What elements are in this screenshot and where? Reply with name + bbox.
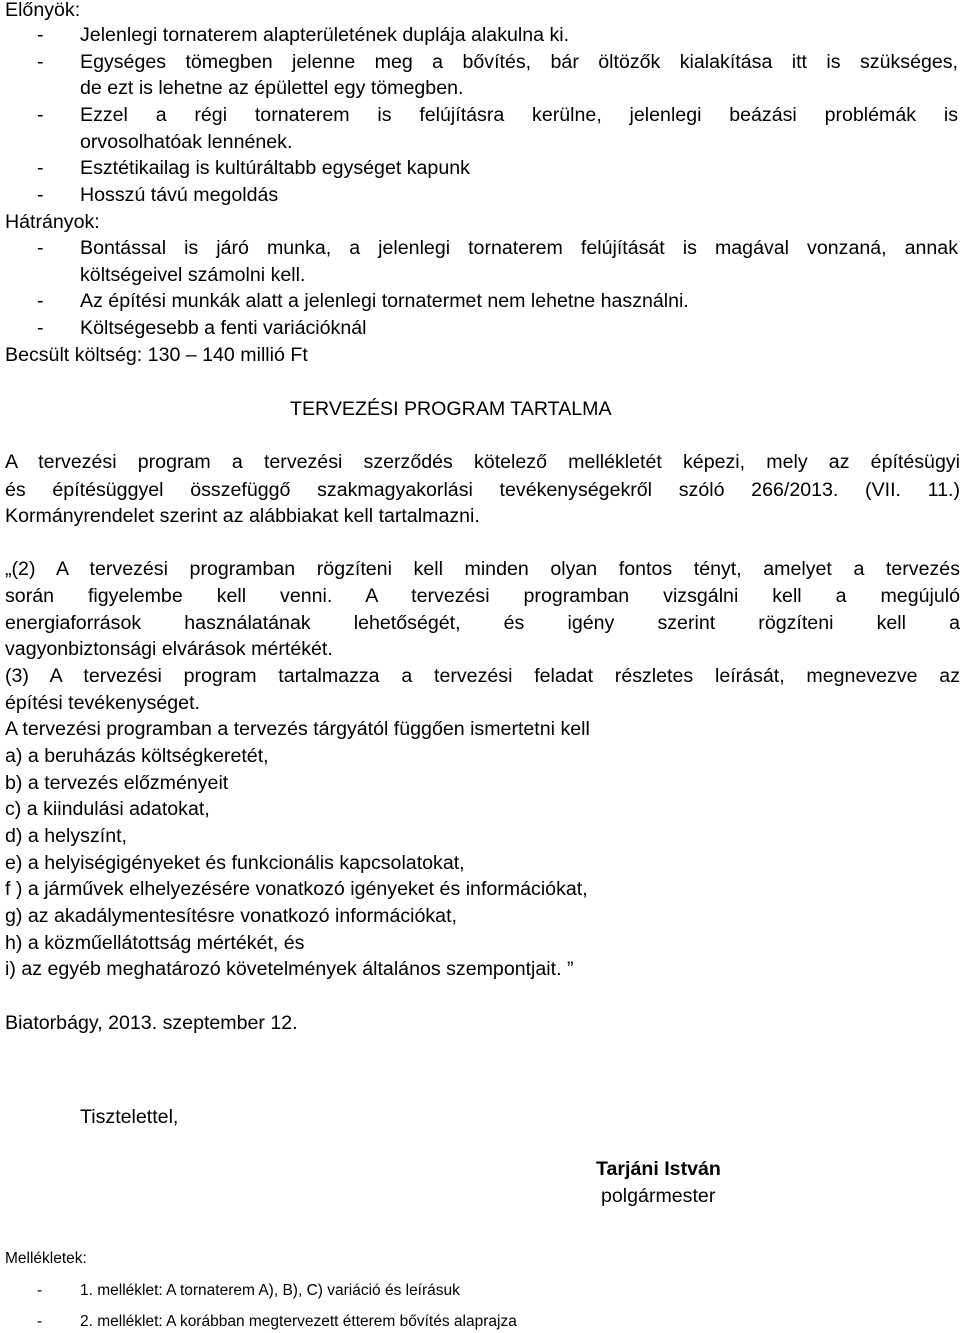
disadvantage-item-3: Költségesebb a fenti variációknál (80, 317, 367, 339)
quote-list-item-h: h) a közműellátottság mértékét, és (5, 932, 305, 954)
list-dash: - (37, 51, 44, 73)
quote-line-7: A tervezési programban a tervezés tárgyától függően ismertetni kell (5, 718, 590, 740)
greeting: Tisztelettel, (80, 1106, 179, 1128)
signatory-name: Tarjáni István (596, 1158, 721, 1180)
quote-list-item-a: a) a beruházás költségkeretét, (5, 745, 269, 767)
list-dash: - (37, 290, 44, 312)
advantage-item-3-cont: orvosolhatóak lennének. (80, 131, 293, 153)
quote-line-4: vagyonbiztonsági elvárások mértékét. (5, 638, 333, 660)
advantage-item-5: Hosszú távú megoldás (80, 184, 279, 206)
list-dash: - (37, 1313, 43, 1330)
quote-line-3: energiaforrások használatának lehetőségét, és igény szerint rögzíteni kell a (5, 612, 960, 634)
advantage-item-2-cont: de ezt is lehetne az épülettel egy tömegben. (80, 77, 464, 99)
advantage-item-2: Egységes tömegben jelenne meg a bővítés, bár öltözők kialakítása itt is szükséges, (80, 51, 958, 73)
intro-line-3: Kormányrendelet szerint az alábbiakat kell tartalmazni. (5, 505, 480, 527)
disadvantage-item-2: Az építési munkák alatt a jelenlegi tornatermet nem lehetne használni. (80, 290, 689, 312)
disadvantages-heading: Hátrányok: (5, 211, 100, 233)
list-dash: - (37, 1282, 43, 1299)
list-dash: - (37, 237, 44, 259)
intro-line-1: A tervezési program a tervezési szerződés kötelező mellékletét képezi, mely az építésügyi (5, 451, 960, 473)
quote-list-item-e: e) a helyiségigényeket és funkcionális kapcsolatokat, (5, 852, 465, 874)
section-title: TERVEZÉSI PROGRAM TARTALMA (290, 398, 612, 420)
list-dash: - (37, 104, 44, 126)
date-line: Biatorbágy, 2013. szeptember 12. (5, 1012, 298, 1034)
quote-line-2: során figyelembe kell venni. A tervezési programban vizsgálni kell a megújuló (5, 585, 960, 607)
list-dash: - (37, 184, 44, 206)
disadvantage-item-1: Bontással is járó munka, a jelenlegi tornaterem felújítását is magával vonzaná, annak (80, 237, 958, 259)
attachments-heading: Mellékletek: (5, 1250, 87, 1267)
attachment-item-1: 1. melléklet: A tornaterem A), B), C) variáció és leírásuk (80, 1282, 460, 1299)
quote-list-item-d: d) a helyszínt, (5, 825, 127, 847)
cost-estimate: Becsült költség: 130 – 140 millió Ft (5, 344, 308, 366)
quote-list-item-i: i) az egyéb meghatározó követelmények általános szempontjait. ” (5, 958, 574, 980)
quote-list-item-f: f ) a járművek elhelyezésére vonatkozó igényeket és információkat, (5, 878, 588, 900)
quote-list-item-b: b) a tervezés előzményeit (5, 772, 229, 794)
signatory-title: polgármester (601, 1185, 716, 1207)
quote-list-item-c: c) a kiindulási adatokat, (5, 798, 210, 820)
advantages-heading: Előnyök: (5, 0, 81, 21)
disadvantage-item-1-cont: költségeivel számolni kell. (80, 264, 306, 286)
advantage-item-4: Esztétikailag is kultúráltabb egységet kapunk (80, 157, 470, 179)
quote-line-1: „(2) A tervezési programban rögzíteni kell minden olyan fontos tényt, amelyet a tervezés (5, 558, 960, 580)
list-dash: - (37, 24, 44, 46)
quote-list-item-g: g) az akadálymentesítésre vonatkozó információkat, (5, 905, 457, 927)
list-dash: - (37, 157, 44, 179)
advantage-item-3: Ezzel a régi tornaterem is felújításra kerülne, jelenlegi beázási problémák is (80, 104, 958, 126)
advantage-item-1: Jelenlegi tornaterem alapterületének duplája alakulna ki. (80, 24, 570, 46)
intro-line-2: és építésüggyel összefüggő szakmagyakorlási tevékenységekről szóló 266/2013. (VII. 11.) (5, 479, 960, 501)
quote-line-5: (3) A tervezési program tartalmazza a tervezési feladat részletes leírását, megnevezve az (5, 665, 960, 687)
quote-line-6: építési tevékenységet. (5, 692, 200, 714)
attachment-item-2: 2. melléklet: A korábban megtervezett étterem bővítés alaprajza (80, 1313, 517, 1330)
list-dash: - (37, 317, 44, 339)
